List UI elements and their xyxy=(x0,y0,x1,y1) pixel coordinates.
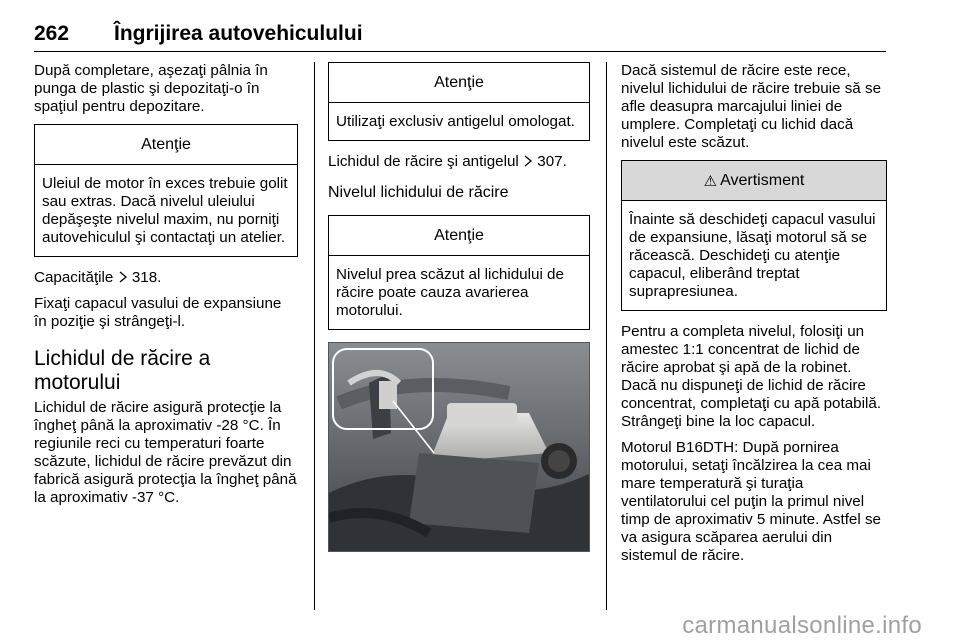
caution-text: Utilizaţi exclusiv antigelul omologat. xyxy=(336,113,575,130)
refill-instructions-paragraph: Pentru a completa nivelul, folosiţi un amestec 1:1 concentrat de lichid de răcire aprobat şi apă de la robinet. Dacă nu dispuneţi de lichid de răcire concentrat, completaţi cu apă potabilă. Strângeţi bine la loc capacul. xyxy=(621,323,882,430)
column-right xyxy=(621,62,887,573)
intro-paragraph: După completare, aşezaţi pâlnia în punga de plastic şi depozitaţi-o în spaţiul pentru depozitare. xyxy=(34,62,268,115)
warning-triangle-icon: ⚠ xyxy=(703,172,718,190)
caution-box-antifreeze xyxy=(328,62,590,141)
coolant-level-paragraph: Dacă sistemul de răcire este rece, nivelul lichidului de răcire trebuie să se afle deasupra marcajului liniei de umplere. Completaţi cu lichid dacă nivelul este scăzut. xyxy=(621,62,882,151)
caution-heading: Atenţie xyxy=(329,63,589,103)
caution-text: Nivelul prea scăzut al lichidului de răcire poate cauza avarierea motorului. xyxy=(336,266,564,319)
caution-heading: Atenţie xyxy=(329,216,589,256)
warning-box xyxy=(621,160,887,311)
capacities-reference xyxy=(34,269,298,287)
watermark: carmanualsonline.info xyxy=(682,612,922,639)
caution-heading: Atenţie xyxy=(35,125,297,165)
engine-coolant-photo xyxy=(328,342,590,552)
caution-text: Uleiul de motor în exces trebuie golit sau extras. Dacă nivelul uleiului depăşeşte nivelul maxim, nu porniţi autovehiculul şi contactaţi un atelier. xyxy=(42,175,288,246)
column-divider xyxy=(606,62,607,610)
engine-b16dth-paragraph: Motorul B16DTH: După pornirea motorului, setaţi încălzirea la cea mai mare temperatură şi turaţia ventilatorului cel puţin la primul nivel timp de aproximativ 5 minute. Astfel se va asigura scăparea aerului din sistemul de răcire. xyxy=(621,439,881,564)
subheading-coolant-level: Nivelul lichidului de răcire xyxy=(328,184,509,201)
page-header xyxy=(34,18,886,52)
capacities-label: Capacităţile xyxy=(34,269,114,286)
page-title: Îngrijirea autovehiculului xyxy=(114,22,363,45)
capacities-page-link[interactable]: 318. xyxy=(131,269,162,286)
warning-text: Înainte să deschideţi capacul vasului de expansiune, lăsaţi motorul să se răcească. Deschideţi cu atenţie capacul, eliberând treptat suprapresiunea. xyxy=(629,211,876,300)
antifreeze-label: Lichidul de răcire şi antigelul xyxy=(328,153,519,170)
coolant-protection-paragraph: Lichidul de răcire asigură protecţie la îngheţ până la aproximativ -28 °C. În regiunile reci cu temperaturi foarte scăzute, lichidul de răcire prevăzut din fabrică asigură protecţia la îngheţ până la aproximativ -37 °C. xyxy=(34,399,297,506)
warning-heading-bar xyxy=(622,161,886,201)
antifreeze-reference xyxy=(328,153,590,171)
antifreeze-page-link[interactable]: 307. xyxy=(537,153,567,170)
caution-box-oil xyxy=(34,124,298,257)
column-middle xyxy=(328,62,590,552)
warning-heading: Avertisment xyxy=(720,171,805,189)
column-left xyxy=(34,62,298,515)
page-number: 262 xyxy=(34,22,70,45)
fit-cap-paragraph: Fixaţi capacul vasului de expansiune în poziţie şi strângeţi-l. xyxy=(34,295,282,330)
column-divider xyxy=(314,62,315,610)
section-heading-coolant: Lichidul de răcire a motorului xyxy=(34,347,211,394)
caution-box-low-level xyxy=(328,215,590,330)
arrow-ref-icon xyxy=(118,269,132,286)
arrow-ref-icon xyxy=(523,153,537,170)
